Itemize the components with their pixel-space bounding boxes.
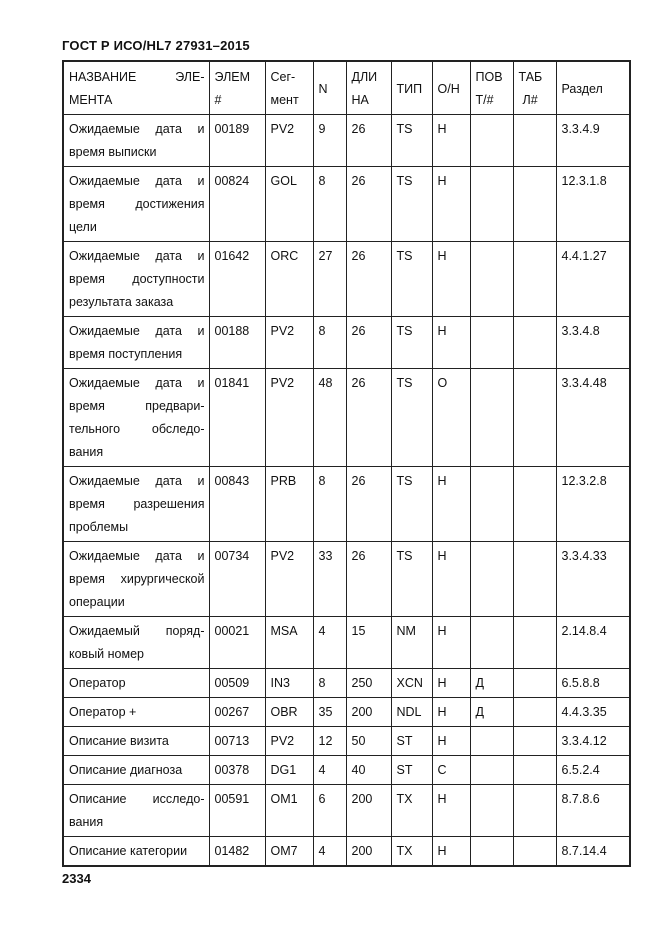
cell-seg: ORC [265, 242, 313, 317]
cell-elem: 01841 [209, 369, 265, 467]
table-row [63, 167, 630, 242]
cell-name: Ожидаемый поряд-ковый номер [63, 617, 209, 669]
cell-on: Н [432, 542, 470, 617]
cell-len: 200 [346, 785, 391, 837]
cell-elem: 00378 [209, 756, 265, 785]
cell-elem: 00509 [209, 669, 265, 698]
cell-seg: IN3 [265, 669, 313, 698]
cell-rep [470, 369, 513, 467]
cell-tab [513, 115, 556, 167]
cell-len: 26 [346, 167, 391, 242]
cell-n: 4 [313, 756, 346, 785]
cell-on: Н [432, 669, 470, 698]
cell-len: 26 [346, 242, 391, 317]
cell-section: 3.3.4.33 [556, 542, 630, 617]
cell-type: TS [391, 467, 432, 542]
table-row [63, 669, 630, 698]
cell-type: TX [391, 785, 432, 837]
cell-n: 9 [313, 115, 346, 167]
cell-on: С [432, 756, 470, 785]
cell-elem: 00021 [209, 617, 265, 669]
cell-len: 26 [346, 369, 391, 467]
cell-type: TS [391, 369, 432, 467]
table-row [63, 727, 630, 756]
cell-seg: PV2 [265, 369, 313, 467]
cell-seg: PV2 [265, 317, 313, 369]
cell-seg: PV2 [265, 542, 313, 617]
cell-name: Ожидаемые дата и время достижения цели [63, 167, 209, 242]
cell-section: 3.3.4.12 [556, 727, 630, 756]
cell-n: 8 [313, 467, 346, 542]
cell-elem: 00189 [209, 115, 265, 167]
cell-rep [470, 756, 513, 785]
cell-n: 8 [313, 669, 346, 698]
table-row [63, 756, 630, 785]
cell-rep: Д [470, 698, 513, 727]
cell-tab [513, 242, 556, 317]
cell-name: Описание визита [63, 727, 209, 756]
col-header-length: ДЛИ НА [346, 61, 391, 115]
col-header-segment: Сег- мент [265, 61, 313, 115]
cell-on: Н [432, 167, 470, 242]
cell-section: 4.4.3.35 [556, 698, 630, 727]
cell-seg: OBR [265, 698, 313, 727]
cell-rep [470, 785, 513, 837]
cell-len: 26 [346, 115, 391, 167]
cell-section: 2.14.8.4 [556, 617, 630, 669]
cell-on: Н [432, 698, 470, 727]
cell-elem: 00188 [209, 317, 265, 369]
cell-section: 3.3.4.48 [556, 369, 630, 467]
cell-type: ST [391, 727, 432, 756]
col-header-repeat: ПОВ Т/# [470, 61, 513, 115]
document-header: ГОСТ Р ИСО/HL7 27931–2015 [62, 38, 250, 53]
cell-tab [513, 785, 556, 837]
table-row [63, 115, 630, 167]
cell-n: 4 [313, 837, 346, 867]
table-header-row [63, 61, 630, 115]
cell-section: 3.3.4.8 [556, 317, 630, 369]
col-header-section: Раздел [556, 61, 630, 115]
cell-tab [513, 167, 556, 242]
cell-type: TS [391, 242, 432, 317]
col-header-elem: ЭЛЕМ # [209, 61, 265, 115]
data-elements-table [62, 60, 631, 867]
cell-section: 4.4.1.27 [556, 242, 630, 317]
cell-type: NM [391, 617, 432, 669]
cell-len: 40 [346, 756, 391, 785]
cell-name: Ожидаемые дата и время хирургической операции [63, 542, 209, 617]
table-row [63, 542, 630, 617]
cell-section: 6.5.8.8 [556, 669, 630, 698]
col-header-on: О/Н [432, 61, 470, 115]
cell-name: Оператор + [63, 698, 209, 727]
cell-section: 3.3.4.9 [556, 115, 630, 167]
cell-section: 8.7.8.6 [556, 785, 630, 837]
cell-name: Оператор [63, 669, 209, 698]
cell-n: 8 [313, 317, 346, 369]
cell-len: 50 [346, 727, 391, 756]
cell-seg: GOL [265, 167, 313, 242]
col-header-type: ТИП [391, 61, 432, 115]
cell-name: Описание категории [63, 837, 209, 867]
cell-on: Н [432, 115, 470, 167]
cell-name: Ожидаемые дата и время доступности результата заказа [63, 242, 209, 317]
cell-name: Ожидаемые дата и время разрешения проблемы [63, 467, 209, 542]
cell-n: 4 [313, 617, 346, 669]
cell-rep [470, 242, 513, 317]
cell-name: Описание исследо-вания [63, 785, 209, 837]
col-header-table: ТАБ Л# [513, 61, 556, 115]
cell-elem: 00591 [209, 785, 265, 837]
cell-rep [470, 317, 513, 369]
cell-n: 48 [313, 369, 346, 467]
cell-rep [470, 617, 513, 669]
cell-section: 12.3.1.8 [556, 167, 630, 242]
table-row [63, 617, 630, 669]
cell-type: TS [391, 317, 432, 369]
col-header-name: НАЗВАНИЕ ЭЛЕ- МЕНТА [63, 61, 209, 115]
cell-elem: 01642 [209, 242, 265, 317]
table-row [63, 698, 630, 727]
cell-n: 6 [313, 785, 346, 837]
cell-len: 15 [346, 617, 391, 669]
table-row [63, 467, 630, 542]
cell-len: 26 [346, 542, 391, 617]
cell-type: TS [391, 115, 432, 167]
cell-len: 26 [346, 467, 391, 542]
cell-tab [513, 617, 556, 669]
cell-section: 8.7.14.4 [556, 837, 630, 867]
cell-tab [513, 467, 556, 542]
cell-elem: 00734 [209, 542, 265, 617]
cell-tab [513, 727, 556, 756]
cell-section: 12.3.2.8 [556, 467, 630, 542]
cell-n: 35 [313, 698, 346, 727]
cell-elem: 00267 [209, 698, 265, 727]
page-number: 2334 [62, 871, 91, 886]
cell-tab [513, 698, 556, 727]
table-row [63, 242, 630, 317]
col-header-n: N [313, 61, 346, 115]
cell-seg: MSA [265, 617, 313, 669]
cell-len: 200 [346, 837, 391, 867]
cell-n: 12 [313, 727, 346, 756]
cell-n: 33 [313, 542, 346, 617]
cell-on: Н [432, 242, 470, 317]
cell-type: NDL [391, 698, 432, 727]
cell-on: Н [432, 617, 470, 669]
cell-on: Н [432, 837, 470, 867]
cell-type: ST [391, 756, 432, 785]
cell-rep [470, 837, 513, 867]
cell-on: Н [432, 317, 470, 369]
cell-rep [470, 467, 513, 542]
cell-on: Н [432, 785, 470, 837]
cell-on: О [432, 369, 470, 467]
cell-tab [513, 837, 556, 867]
cell-rep [470, 115, 513, 167]
cell-tab [513, 542, 556, 617]
cell-n: 27 [313, 242, 346, 317]
cell-on: Н [432, 727, 470, 756]
cell-seg: PRB [265, 467, 313, 542]
cell-tab [513, 317, 556, 369]
cell-elem: 00824 [209, 167, 265, 242]
cell-elem: 00713 [209, 727, 265, 756]
cell-rep [470, 542, 513, 617]
cell-seg: PV2 [265, 727, 313, 756]
cell-n: 8 [313, 167, 346, 242]
cell-seg: DG1 [265, 756, 313, 785]
cell-rep [470, 727, 513, 756]
cell-name: Ожидаемые дата и время поступления [63, 317, 209, 369]
cell-len: 200 [346, 698, 391, 727]
cell-tab [513, 756, 556, 785]
table-row [63, 317, 630, 369]
cell-name: Описание диагноза [63, 756, 209, 785]
cell-seg: OM1 [265, 785, 313, 837]
cell-type: TS [391, 167, 432, 242]
cell-tab [513, 669, 556, 698]
table-row [63, 837, 630, 867]
cell-type: TX [391, 837, 432, 867]
cell-rep [470, 167, 513, 242]
cell-name: Ожидаемые дата и время предвари-тельного обследо-вания [63, 369, 209, 467]
cell-elem: 01482 [209, 837, 265, 867]
cell-section: 6.5.2.4 [556, 756, 630, 785]
cell-len: 250 [346, 669, 391, 698]
cell-type: XCN [391, 669, 432, 698]
cell-elem: 00843 [209, 467, 265, 542]
cell-seg: PV2 [265, 115, 313, 167]
cell-len: 26 [346, 317, 391, 369]
table-row [63, 369, 630, 467]
cell-seg: OM7 [265, 837, 313, 867]
cell-type: TS [391, 542, 432, 617]
cell-name: Ожидаемые дата и время выписки [63, 115, 209, 167]
cell-on: Н [432, 467, 470, 542]
cell-rep: Д [470, 669, 513, 698]
table-row [63, 785, 630, 837]
cell-tab [513, 369, 556, 467]
